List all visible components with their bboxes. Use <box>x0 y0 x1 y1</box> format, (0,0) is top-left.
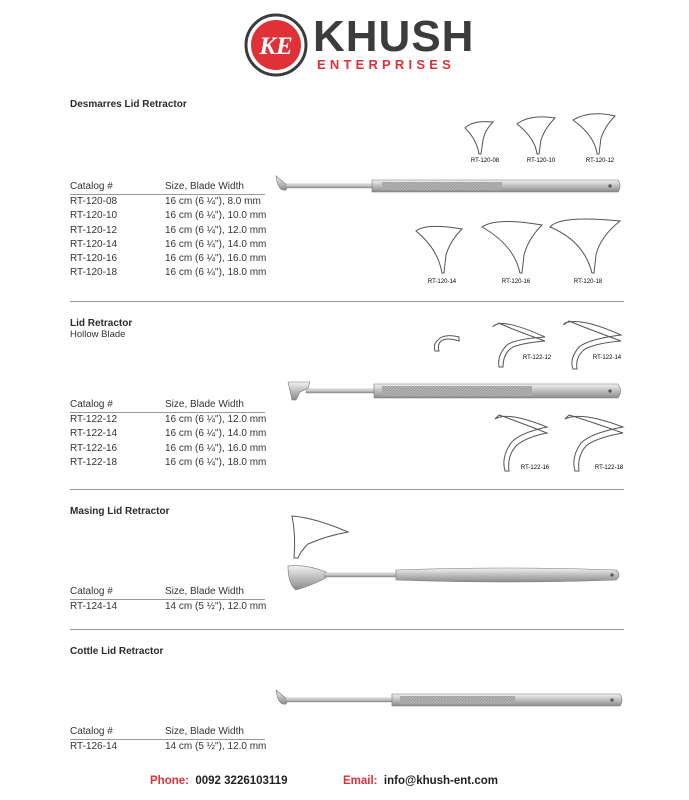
catalog-table-desmarres <box>70 180 265 281</box>
blade-label: RT-120-08 <box>470 158 500 164</box>
brand-tagline: ENTERPRISES <box>317 57 455 72</box>
blade-rt-120-14 <box>416 226 462 273</box>
section-title-masing: Masing Lid Retractor <box>70 506 170 517</box>
section-divider <box>70 489 624 490</box>
table-row: RT-120-14 16 cm (6 ¼"), 14.0 mm <box>70 238 267 250</box>
blade-rt-120-10 <box>517 117 555 154</box>
col-size: Size, Blade Width <box>165 586 244 597</box>
cottle-instrument-image <box>272 684 632 714</box>
catalog-table-cottle <box>70 725 265 754</box>
blade-label: RT-120-16 <box>501 279 531 285</box>
catalog-table-lid-retractor <box>70 398 265 470</box>
email-link[interactable]: info@khush-ent.com <box>383 775 498 787</box>
blade-rt-120-18 <box>550 219 620 273</box>
blade-rt-122-16 <box>495 415 547 471</box>
col-catalog: Catalog # <box>70 586 113 597</box>
blade-rt-122-18 <box>565 415 623 471</box>
blade-label: RT-120-18 <box>573 279 603 285</box>
table-row: RT-122-16 16 cm (6 ¼"), 16.0 mm <box>70 442 267 454</box>
blade-label: RT-122-18 <box>594 465 624 471</box>
brand-badge-text: KE <box>259 33 293 60</box>
footer-email <box>343 775 498 787</box>
table-row: RT-120-18 16 cm (6 ¼"), 18.0 mm <box>70 267 267 279</box>
table-row: RT-124-14 14 cm (5 ½"), 12.0 mm <box>70 601 267 612</box>
table-row: RT-122-14 16 cm (6 ¼"), 14.0 mm <box>70 428 267 440</box>
table-row: RT-120-12 16 cm (6 ¼"), 12.0 mm <box>70 224 267 236</box>
table-row: RT-120-10 16 cm (6 ¼"), 10.0 mm <box>70 210 267 222</box>
masing-blade-diagram <box>286 512 356 562</box>
col-catalog: Catalog # <box>70 726 113 737</box>
blade-label: RT-120-14 <box>427 279 457 285</box>
phone-label: Phone: <box>150 775 189 787</box>
blade-label: RT-122-16 <box>520 465 550 471</box>
section-subtitle: Hollow Blade <box>70 329 126 340</box>
blade-rt-120-16 <box>482 221 542 273</box>
blade-label: RT-120-10 <box>526 158 556 164</box>
section-title-desmarres: Desmarres Lid Retractor <box>70 99 187 110</box>
blade-rt-122-14 <box>564 321 621 369</box>
section-divider <box>70 629 624 630</box>
footer-phone <box>150 775 287 787</box>
desmarres-small-blades <box>455 110 635 170</box>
desmarres-large-blades <box>410 215 630 290</box>
table-row: RT-126-14 14 cm (5 ½"), 12.0 mm <box>70 741 267 752</box>
lid-retractor-instrument-image <box>286 378 631 408</box>
blade-rt-120-08 <box>465 122 493 154</box>
col-catalog: Catalog # <box>70 399 113 410</box>
section-title-lid-retractor: Lid Retractor <box>70 318 133 329</box>
col-size: Size, Blade Width <box>165 181 244 192</box>
email-label: Email: <box>343 775 378 787</box>
blade-label: RT-122-14 <box>592 355 622 361</box>
brand-name: KHUSH <box>313 12 475 61</box>
catalog-table-masing <box>70 585 265 614</box>
section-title-cottle: Cottle Lid Retractor <box>70 646 164 657</box>
col-size: Size, Blade Width <box>165 726 244 737</box>
blade-label: RT-122-12 <box>522 355 552 361</box>
table-row: RT-120-08 16 cm (6 ¼"), 8.0 mm <box>70 196 261 207</box>
blade-rt-120-12 <box>573 114 615 154</box>
desmarres-instrument-image <box>272 170 632 200</box>
section-divider <box>70 301 624 302</box>
col-size: Size, Blade Width <box>165 399 244 410</box>
blade-label: RT-120-12 <box>585 158 615 164</box>
col-catalog: Catalog # <box>70 181 113 192</box>
table-row: RT-120-16 16 cm (6 ¼"), 16.0 mm <box>70 253 267 265</box>
table-row: RT-122-18 16 cm (6 ¼"), 18.0 mm <box>70 456 267 468</box>
brand-logo-badge <box>244 13 308 77</box>
phone-number[interactable]: 0092 3226103119 <box>195 775 288 787</box>
table-row: RT-122-12 16 cm (6 ¼"), 12.0 mm <box>70 414 267 425</box>
masing-instrument-image <box>286 562 631 592</box>
